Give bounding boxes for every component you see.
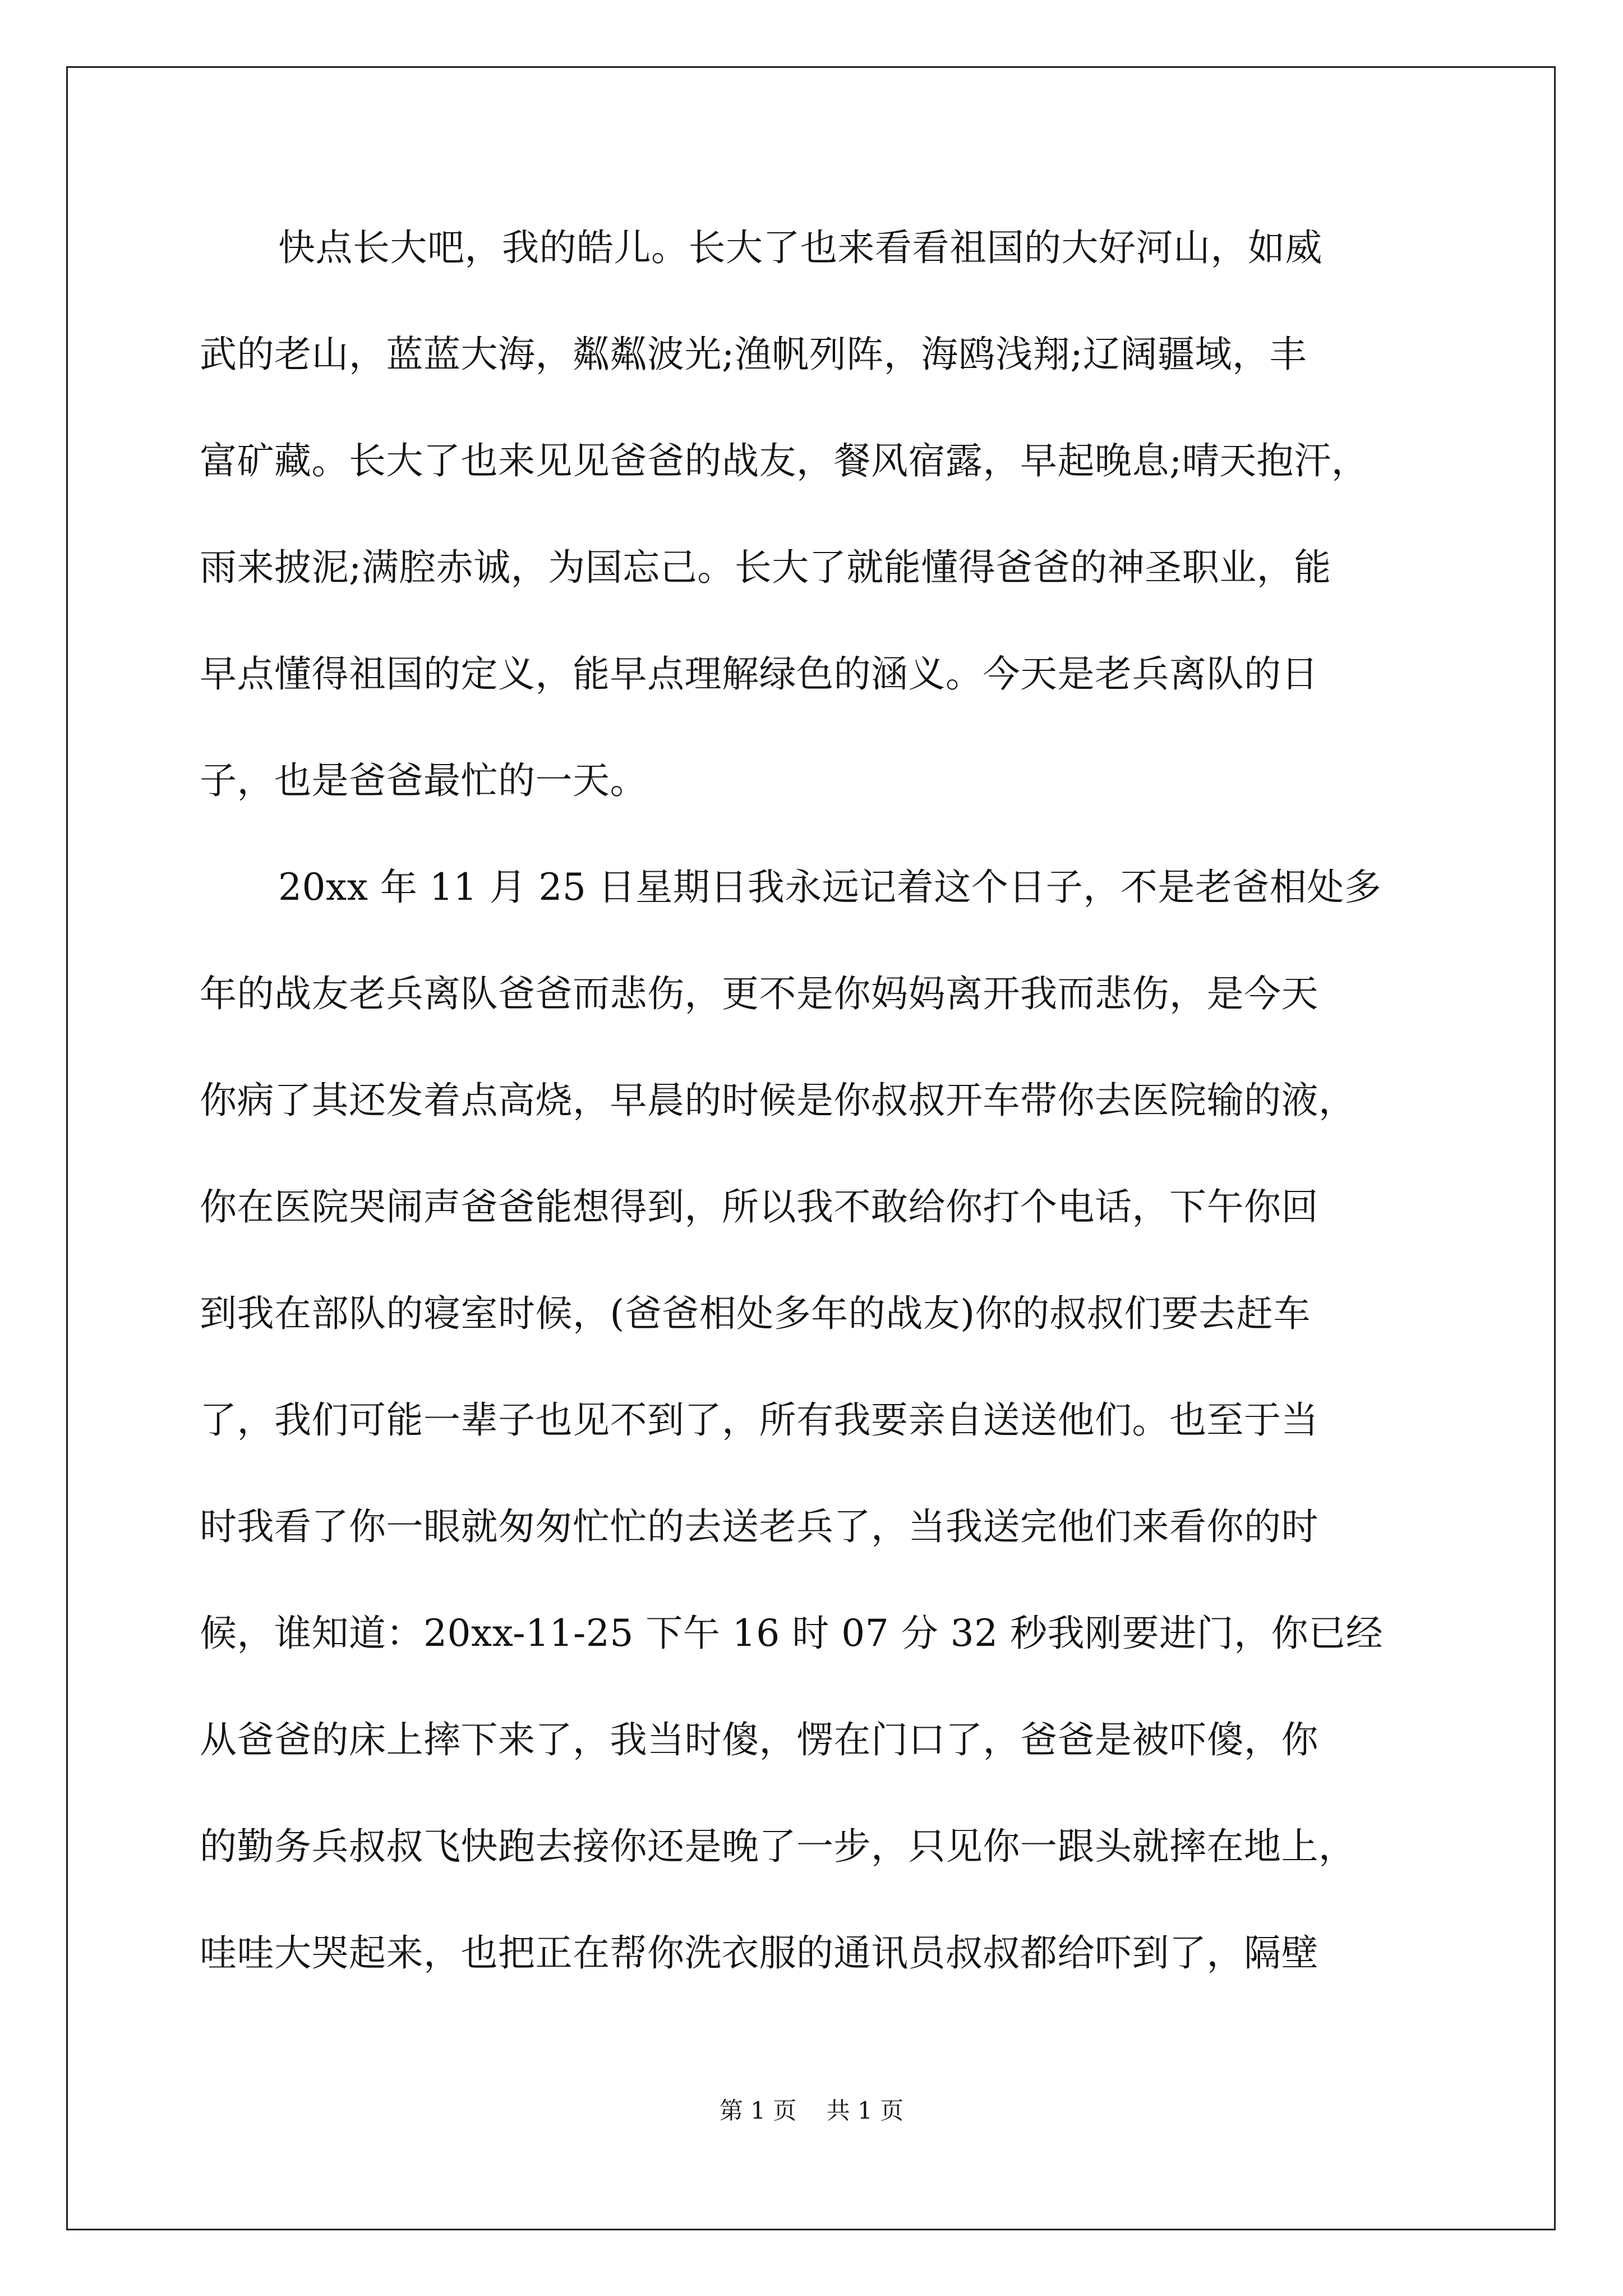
text-line: 快点长大吧，我的皓儿。长大了也来看看祖国的大好河山，如威 xyxy=(278,226,1322,269)
text-line: 早点懂得祖国的定义，能早点理解绿色的涵义。今天是老兵离队的日 xyxy=(200,652,1318,696)
text-line: 的勤务兵叔叔飞快跑去接你还是晚了一步，只见你一跟头就摔在地上， xyxy=(200,1825,1356,1868)
text-line: 年的战友老兵离队爸爸而悲伤，更不是你妈妈离开我而悲伤，是今天 xyxy=(200,972,1318,1015)
text-line: 20xx 年 11 月 25 日星期日我永远记着这个日子，不是老爸相处多 xyxy=(278,866,1382,909)
text-line: 富矿藏。长大了也来见见爸爸的战友，餐风宿露，早起晚息;晴天抱汗， xyxy=(200,439,1369,482)
text-line: 武的老山，蓝蓝大海，粼粼波光;渔帆列阵，海鸥浅翔;辽阔疆域，丰 xyxy=(200,333,1307,376)
text-line: 了，我们可能一辈子也见不到了，所有我要亲自送送他们。也至于当 xyxy=(200,1398,1318,1442)
text-line: 从爸爸的床上摔下来了，我当时傻，愣在门口了，爸爸是被吓傻，你 xyxy=(200,1718,1318,1761)
text-line: 你病了其还发着点高烧，早晨的时候是你叔叔开车带你去医院输的液， xyxy=(200,1079,1356,1122)
text-line: 到我在部队的寝室时候，(爸爸相处多年的战友)你的叔叔们要去赶车 xyxy=(200,1292,1311,1335)
page-total: 共 1 页 xyxy=(826,2097,904,2124)
text-line: 你在医院哭闹声爸爸能想得到，所以我不敢给你打个电话，下午你回 xyxy=(200,1185,1318,1228)
page-number: 第 1 页 xyxy=(719,2097,797,2124)
text-line: 哇哇大哭起来，也把正在帮你洗衣服的通讯员叔叔都给吓到了，隔壁 xyxy=(200,1931,1318,1975)
text-line: 时我看了你一眼就匆匆忙忙的去送老兵了，当我送完他们来看你的时 xyxy=(200,1505,1318,1548)
text-line: 候，谁知道：20xx-11-25 下午 16 时 07 分 32 秒我刚要进门，你已经 xyxy=(200,1612,1384,1655)
page-footer xyxy=(0,2092,1623,2126)
text-line: 雨来披泥;满腔赤诚，为国忘己。长大了就能懂得爸爸的神圣职业，能 xyxy=(200,546,1331,589)
text-line: 子，也是爸爸最忙的一天。 xyxy=(200,759,647,802)
document-body xyxy=(200,209,1428,2021)
